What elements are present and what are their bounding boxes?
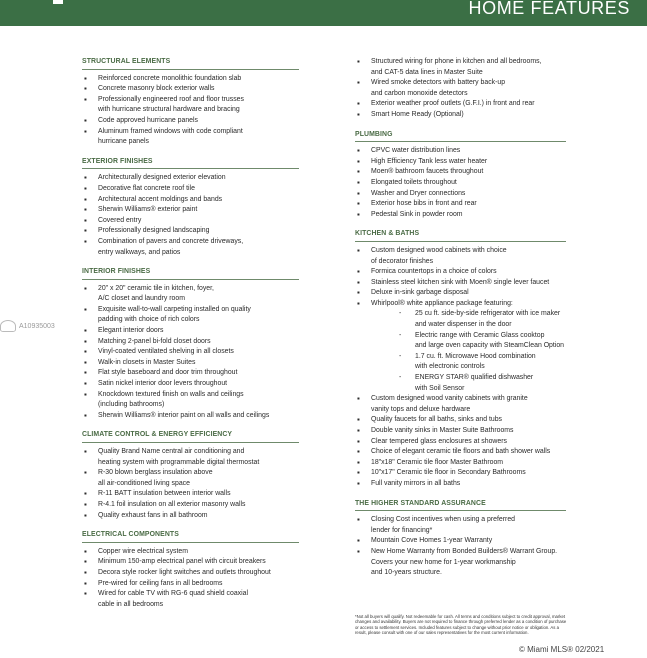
section-title: EXTERIOR FINISHES bbox=[82, 157, 299, 170]
list-item: ▪ Reinforced concrete monolithic foundation slab bbox=[82, 74, 299, 85]
list-item: ▪ Mountain Cove Homes 1-year Warranty bbox=[355, 536, 566, 547]
section-structural-elements bbox=[82, 57, 299, 148]
list-item: ▪ 20" x 20" ceramic tile in kitchen, foyer, A/C closet and laundry room bbox=[82, 284, 299, 305]
list-item: ▪ Clear tempered glass enclosures at showers bbox=[355, 437, 566, 448]
list-item: ▪ Quality Brand Name central air conditioning and heating system with programmable digital thermostat bbox=[82, 447, 299, 468]
list-item: ▪ R-4.1 foil insulation on all exterior masonry walls bbox=[82, 500, 299, 511]
list-item: ▪ Closing Cost incentives when using a preferred lender for financing* bbox=[355, 515, 566, 536]
list-item: ▪ Architecturally designed exterior elevation bbox=[82, 173, 299, 184]
list-item: ▪ Exquisite wall-to-wall carpeting installed on quality padding with choice of rich colors bbox=[82, 305, 299, 326]
list-item: ▪ 10"x17" Ceramic tile floor in Secondary Bathrooms bbox=[355, 468, 566, 479]
list-item: ▪ Formica countertops in a choice of colors bbox=[355, 267, 566, 278]
list-item: ▪ Stainless steel kitchen sink with Moen® single lever faucet bbox=[355, 278, 566, 289]
list-item: ▪ Matching 2-panel bi-fold closet doors bbox=[82, 337, 299, 348]
section-electrical-components bbox=[82, 530, 299, 610]
list-item: ▪ Professionally designed landscaping bbox=[82, 226, 299, 237]
section-climate-control bbox=[82, 430, 299, 521]
list-item: ▪ Moen® bathroom faucets throughout bbox=[355, 167, 566, 178]
section-title: PLUMBING bbox=[355, 130, 566, 143]
list-item: ▪ Covered entry bbox=[82, 216, 299, 227]
list-item: ▪ Decora style rocker light switches and outlets throughout bbox=[82, 568, 299, 579]
list-item: ▪ Quality exhaust fans in all bathroom bbox=[82, 511, 299, 522]
list-item: ▪ Pre-wired for ceiling fans in all bedrooms bbox=[82, 579, 299, 590]
list-item: ▪ R-30 blown berglass insulation above all air-conditioned living space bbox=[82, 468, 299, 489]
graduation-cap-icon bbox=[0, 320, 16, 332]
section-title: KITCHEN & BATHS bbox=[355, 229, 566, 242]
mls-watermark-copyright: © Miami MLS® 02/2021 bbox=[519, 645, 605, 654]
section-exterior-finishes bbox=[82, 157, 299, 258]
list-item: ▪ Custom designed wood cabinets with choice of decorator finishes bbox=[355, 246, 566, 267]
sub-list-item: - 1.7 cu. ft. Microwave Hood combination with electronic controls bbox=[399, 352, 566, 373]
section-kitchen-baths bbox=[355, 229, 566, 489]
list-item: ▪ Professionally engineered roof and floor trusses with hurricane structural hardware and bracing bbox=[82, 95, 299, 116]
list-item: ▪ Walk-in closets in Master Suites bbox=[82, 358, 299, 369]
section-interior-finishes bbox=[82, 267, 299, 421]
list-item: ▪ High Efficiency Tank less water heater bbox=[355, 157, 566, 168]
list-item: ▪ Double vanity sinks in Master Suite Bathrooms bbox=[355, 426, 566, 437]
list-item: ▪ Custom designed wood vanity cabinets with granite vanity tops and deluxe hardware bbox=[355, 394, 566, 415]
list-item: ▪ Wired for cable TV with RG-6 quad shield coaxial cable in all bedrooms bbox=[82, 589, 299, 610]
list-item: ▪ Exterior hose bibs in front and rear bbox=[355, 199, 566, 210]
list-item: ▪ Pedestal Sink in powder room bbox=[355, 210, 566, 221]
section-title: CLIMATE CONTROL & ENERGY EFFICIENCY bbox=[82, 430, 299, 443]
list-item: ▪ Whirlpool® white appliance package featuring: - 25 cu ft. side-by-side refrigerator with ice maker and water dispenser in the door - Electric range with Ceramic Glass cooktop and large oven capacity with SteamClean Option - 1.7 cu. ft. Microwave Hood combination with electronic controls - ENERGY STAR® qualified dishwasher with Soil Sensor bbox=[355, 299, 566, 394]
list-item: ▪ Code approved hurricane panels bbox=[82, 116, 299, 127]
brand-mark bbox=[53, 0, 63, 4]
list-item: ▪ Knockdown textured finish on walls and ceilings (including bathrooms) bbox=[82, 390, 299, 411]
list-item: ▪ Concrete masonry block exterior walls bbox=[82, 84, 299, 95]
list-item: ▪ Architectural accent moldings and bands bbox=[82, 195, 299, 206]
list-item: ▪ CPVC water distribution lines bbox=[355, 146, 566, 157]
section-electrical-continued bbox=[355, 57, 566, 121]
list-item: ▪ Deluxe in-sink garbage disposal bbox=[355, 288, 566, 299]
list-item: ▪ Elegant interior doors bbox=[82, 326, 299, 337]
list-item: ▪ Quality faucets for all baths, sinks and tubs bbox=[355, 415, 566, 426]
sub-list-item: - Electric range with Ceramic Glass cooktop and large oven capacity with SteamClean Option bbox=[399, 331, 566, 352]
list-item: ▪ New Home Warranty from Bonded Builders® Warrant Group. Covers your new home for 1-year workmanship and 10-years structure. bbox=[355, 547, 566, 579]
list-item: ▪ Combination of pavers and concrete driveways, entry walkways, and patios bbox=[82, 237, 299, 258]
mls-watermark-left: A10935003 bbox=[0, 320, 55, 332]
list-item: ▪ Elongated toilets throughout bbox=[355, 178, 566, 189]
page-title: HOME FEATURES bbox=[468, 0, 630, 18]
list-item: ▪ Aluminum framed windows with code compliant hurricane panels bbox=[82, 127, 299, 148]
list-item: ▪ Flat style baseboard and door trim throughout bbox=[82, 368, 299, 379]
header-banner bbox=[0, 0, 647, 26]
list-item: ▪ Sherwin Williams® interior paint on all walls and ceilings bbox=[82, 411, 299, 422]
section-title: INTERIOR FINISHES bbox=[82, 267, 299, 280]
list-item: ▪ Satin nickel interior door levers throughout bbox=[82, 379, 299, 390]
list-item: ▪ R-11 BATT insulation between interior walls bbox=[82, 489, 299, 500]
list-item: ▪ Choice of elegant ceramic tile floors and bath shower walls bbox=[355, 447, 566, 458]
sub-list-item: - 25 cu ft. side-by-side refrigerator with ice maker and water dispenser in the door bbox=[399, 309, 566, 330]
section-higher-standard-assurance bbox=[355, 499, 566, 579]
list-item: ▪ Vinyl-coated ventilated shelving in all closets bbox=[82, 347, 299, 358]
list-item: ▪ Decorative flat concrete roof tile bbox=[82, 184, 299, 195]
list-item: ▪ Washer and Dryer connections bbox=[355, 189, 566, 200]
list-item: ▪ Structured wiring for phone in kitchen and all bedrooms, and CAT-5 data lines in Master Suite bbox=[355, 57, 566, 78]
list-item: ▪ Full vanity mirrors in all baths bbox=[355, 479, 566, 490]
list-item: ▪ Smart Home Ready (Optional) bbox=[355, 110, 566, 121]
footnote: *Not all buyers will qualify. Not redeemable for cash. All terms and conditions subject to credit approval, market changes and availability. Buyers are not required to finance through preferred lender as a condition of purchase or access to settlement services. Included features subject to change without prior notice or obligation. As a result, please consult with one of our sales representatives for the most current information. bbox=[355, 614, 567, 635]
list-item: ▪ 18"x18" Ceramic tile floor Master Bathroom bbox=[355, 458, 566, 469]
list-item: ▪ Copper wire electrical system bbox=[82, 547, 299, 558]
section-plumbing bbox=[355, 130, 566, 221]
list-item: ▪ Sherwin Williams® exterior paint bbox=[82, 205, 299, 216]
section-title: THE HIGHER STANDARD ASSURANCE bbox=[355, 499, 566, 512]
right-column bbox=[355, 57, 566, 579]
sub-list-item: - ENERGY STAR® qualified dishwasher with Soil Sensor bbox=[399, 373, 566, 394]
left-column bbox=[82, 57, 299, 610]
list-item: ▪ Minimum 150-amp electrical panel with circuit breakers bbox=[82, 557, 299, 568]
list-item: ▪ Wired smoke detectors with battery back-up and carbon monoxide detectors bbox=[355, 78, 566, 99]
section-title: STRUCTURAL ELEMENTS bbox=[82, 57, 299, 70]
list-item: ▪ Exterior weather proof outlets (G.F.I.) in front and rear bbox=[355, 99, 566, 110]
section-title: ELECTRICAL COMPONENTS bbox=[82, 530, 299, 543]
